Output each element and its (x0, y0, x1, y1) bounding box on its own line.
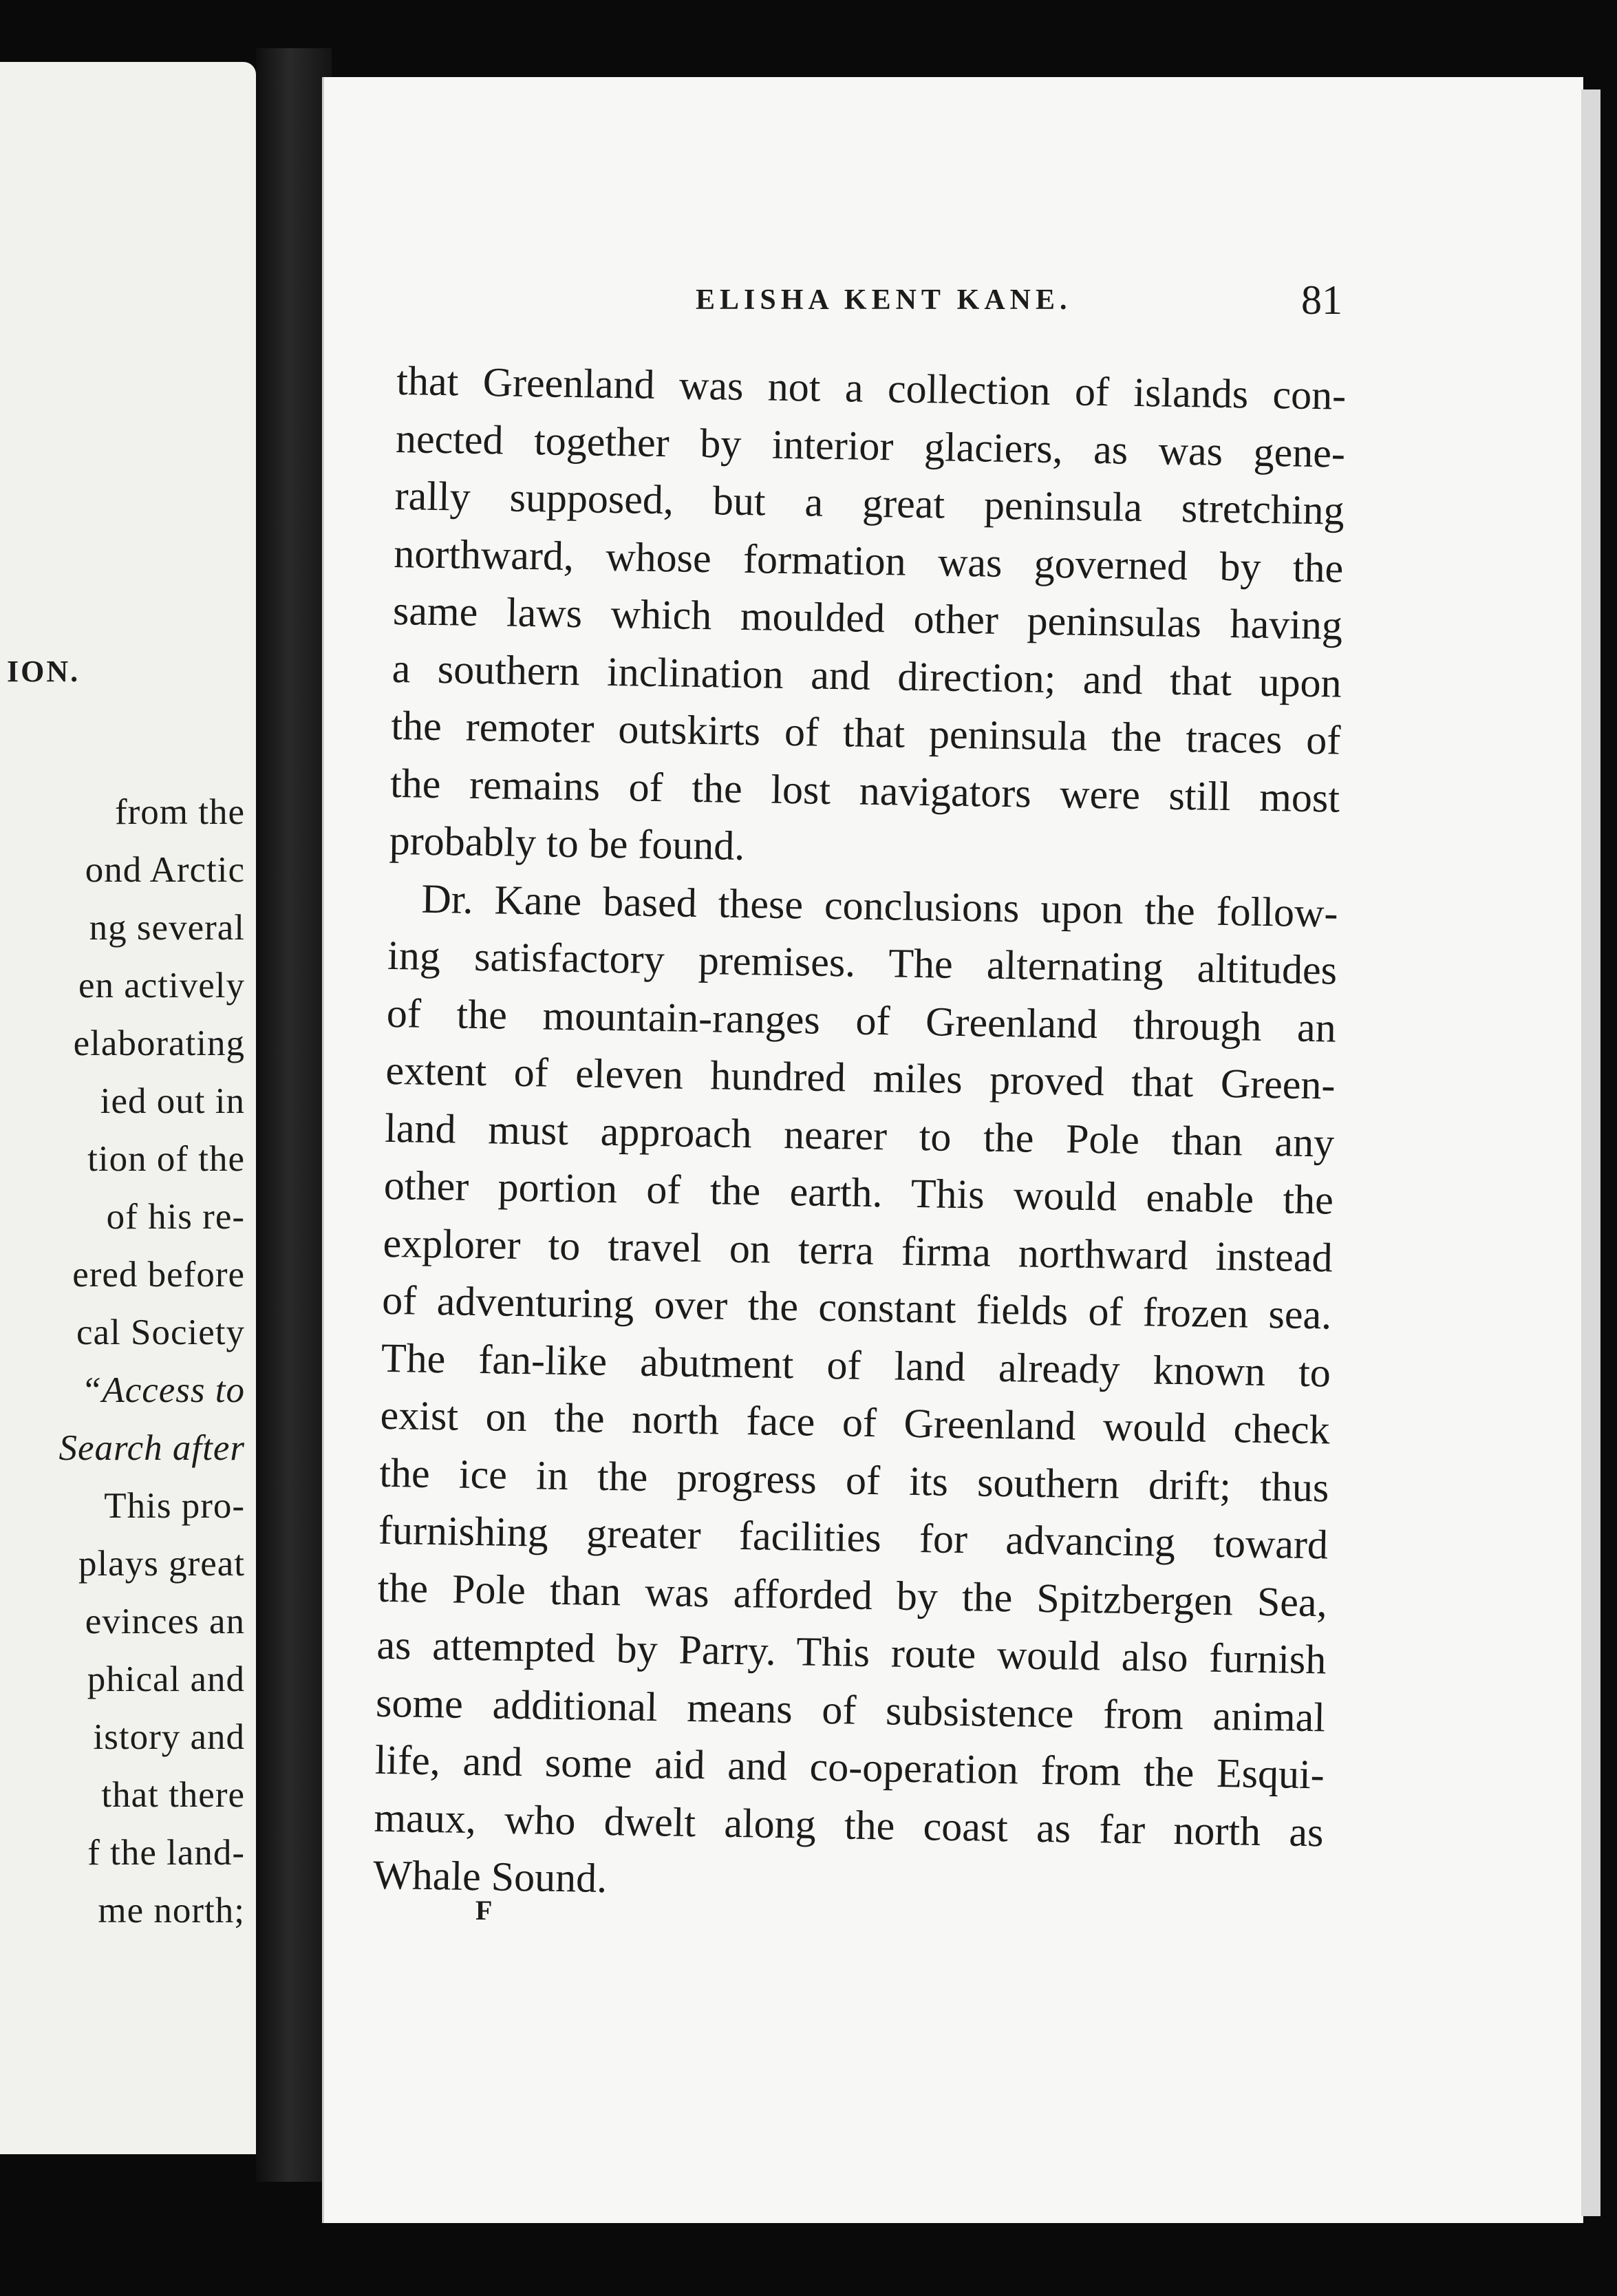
left-line: that there (101, 1775, 245, 1815)
text-line: life, and some aid and co-operation from the Esqui- (374, 1736, 1325, 1798)
text-line: the Pole than was afforded by the Spitzbergen Sea, (377, 1564, 1328, 1625)
text-line: ing satisfactory premises. The alternating altitudes (387, 932, 1338, 993)
left-line: “Access to (81, 1370, 245, 1410)
left-line: istory and (93, 1717, 245, 1757)
left-line: from the (114, 792, 245, 832)
text-line: the remains of the lost navigators were still most (389, 760, 1340, 821)
left-line: ng several (89, 908, 245, 948)
left-line: plays great (78, 1544, 245, 1584)
text-line: furnishing greater facilities for advancing toward (378, 1507, 1329, 1568)
text-line: exist on the north face of Greenland would check (380, 1392, 1331, 1453)
left-line: cal Society (76, 1312, 245, 1352)
text-line: as attempted by Parry. This route would also furnish (376, 1622, 1327, 1683)
text-line: northward, whose formation was governed by the (393, 530, 1344, 591)
left-line: f the land- (87, 1833, 245, 1873)
left-running-head: ION. (7, 655, 81, 688)
text-line: probably to be found. (389, 817, 745, 869)
body-text (373, 352, 1347, 1919)
left-line: of his re- (106, 1197, 245, 1237)
text-line: other portion of the earth. This would enable the (383, 1162, 1334, 1223)
text-line: extent of eleven hundred miles proved that Green- (385, 1047, 1336, 1108)
text-line: explorer to travel on terra firma northward instead (383, 1220, 1334, 1281)
text-line: the remoter outskirts of that peninsula the traces of (390, 702, 1341, 763)
left-line: ered before (72, 1255, 245, 1295)
left-line: This pro- (104, 1486, 245, 1526)
text-line: some additional means of subsistence from animal (375, 1679, 1326, 1740)
left-line: ied out in (100, 1081, 245, 1121)
left-line: me north; (98, 1891, 245, 1931)
text-line: that Greenland was not a collection of islands con- (396, 357, 1347, 418)
text-line: rally supposed, but a great peninsula stretching (394, 472, 1345, 533)
left-line: ond Arctic (85, 850, 245, 890)
text-line: the ice in the progress of its southern drift; thus (378, 1449, 1329, 1510)
text-line: land must approach nearer to the Pole than any (384, 1105, 1335, 1166)
left-line: tion of the (87, 1139, 245, 1179)
text-line: Dr. Kane based these conclusions upon the follow- (421, 875, 1338, 936)
facing-page-left (0, 62, 256, 2154)
left-page-text (0, 783, 245, 1939)
left-line: en actively (78, 966, 245, 1006)
text-line: of the mountain-ranges of Greenland through an (386, 990, 1337, 1051)
running-head: ELISHA KENT KANE. (696, 284, 1072, 316)
page-edge (1581, 89, 1600, 2216)
text-line: a southern inclination and direction; and that upon (392, 645, 1342, 706)
text-line: same laws which moulded other peninsulas having (392, 587, 1343, 648)
left-line: evinces an (85, 1602, 245, 1641)
text-line: nected together by interior glaciers, as was gene- (395, 415, 1346, 476)
paragraph-1 (389, 352, 1347, 884)
left-line: phical and (87, 1659, 245, 1699)
text-line: The fan-like abutment of land already known to (381, 1335, 1331, 1395)
book-gutter (256, 48, 332, 2182)
text-line: of adventuring over the constant fields of frozen sea. (381, 1277, 1332, 1338)
paragraph-2 (373, 869, 1338, 1918)
page-number: 81 (1301, 277, 1342, 323)
signature-mark: F (475, 1895, 493, 1926)
left-line: elaborating (73, 1023, 245, 1063)
text-line: Whale Sound. (372, 1851, 608, 1902)
left-line: Search after (58, 1428, 245, 1468)
text-line: maux, who dwelt along the coast as far north as (374, 1794, 1324, 1855)
page-81 (322, 77, 1583, 2223)
